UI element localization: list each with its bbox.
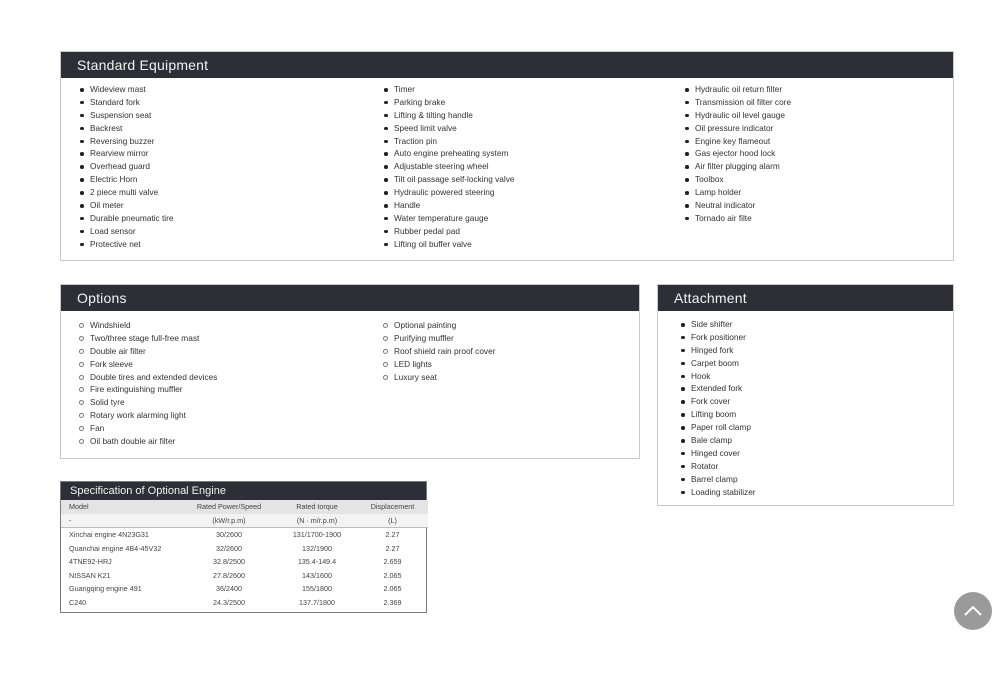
table-cell: 137.7/1800: [299, 597, 335, 607]
table-cell: 27.8/2600: [213, 570, 245, 580]
list-item: Purifying muffler: [381, 332, 495, 345]
table-cell: (L): [357, 514, 428, 528]
list-item: Neutral indicator: [682, 199, 791, 212]
table-cell: 132/1900: [302, 543, 332, 553]
list-item: Protective net: [77, 238, 173, 251]
standard-equipment-panel: [60, 51, 954, 261]
list-item: Side shifter: [678, 318, 756, 331]
table-cell: 30/2600: [216, 530, 242, 540]
list-item: Tornado air filte: [682, 212, 791, 225]
table-cell: 135.4-149.4: [297, 557, 337, 567]
table-row: [61, 582, 428, 596]
table-row: [61, 514, 428, 528]
table-cell: -: [61, 514, 181, 528]
options-list-2: [381, 319, 495, 383]
standard-equipment-list-3: [682, 83, 791, 225]
list-item: LED lights: [381, 358, 495, 371]
list-item: Rubber pedal pad: [381, 225, 515, 238]
list-item: Oil pressure indicator: [682, 122, 791, 135]
list-item: Extended fork: [678, 382, 756, 395]
list-item: Optional painting: [381, 319, 495, 332]
scroll-to-top-button[interactable]: [954, 592, 992, 630]
table-cell: Quanchai engine 4B4-45V32: [69, 543, 162, 553]
table-cell: 2.659: [383, 557, 402, 567]
list-item: Wideview mast: [77, 83, 173, 96]
chevron-up-icon: [963, 602, 983, 620]
list-item: Durable pneumatic tire: [77, 212, 173, 225]
list-item: Water temperature gauge: [381, 212, 515, 225]
list-item: Suspension seat: [77, 109, 173, 122]
list-item: Hinged cover: [678, 447, 756, 460]
table-cell: Rated torque: [277, 500, 357, 514]
list-item: Handle: [381, 199, 515, 212]
list-item: Barrel clamp: [678, 473, 756, 486]
table-cell: 36/2400: [216, 584, 242, 594]
list-item: Windshield: [77, 319, 217, 332]
list-item: Roof shield rain proof cover: [381, 345, 495, 358]
table-cell: NISSAN K21: [69, 570, 111, 580]
table-cell: (kW/r.p.m): [181, 514, 277, 528]
list-item: Engine key flameout: [682, 135, 791, 148]
list-item: Rearview mirror: [77, 147, 173, 160]
list-item: Timer: [381, 83, 515, 96]
table-row: [61, 542, 428, 556]
list-item: Traction pin: [381, 135, 515, 148]
table-cell: (N · m/r.p.m): [277, 514, 357, 528]
list-item: Bale clamp: [678, 434, 756, 447]
engine-spec-grid: [61, 500, 428, 609]
list-item: Lifting & tilting handle: [381, 109, 515, 122]
standard-equipment-title: Standard Equipment: [61, 52, 953, 78]
list-item: Fork sleeve: [77, 358, 217, 371]
list-item: Paper roll clamp: [678, 421, 756, 434]
options-title: Options: [61, 285, 639, 311]
list-item: 2 piece multi valve: [77, 186, 173, 199]
list-item: Auto engine preheating system: [381, 147, 515, 160]
list-item: Two/three stage full-free mast: [77, 332, 217, 345]
list-item: Adjustable steering wheel: [381, 160, 515, 173]
list-item: Solid tyre: [77, 396, 217, 409]
engine-spec-title: Specification of Optional Engine: [61, 482, 426, 500]
table-cell: Xinchai engine 4N23G31: [69, 530, 149, 540]
table-cell: 131/1700-1900: [292, 530, 342, 540]
table-cell: Model: [61, 500, 181, 514]
table-cell: 2.369: [383, 597, 402, 607]
list-item: Gas ejector hood lock: [682, 147, 791, 160]
list-item: Reversing buzzer: [77, 135, 173, 148]
list-item: Carpet boom: [678, 357, 756, 370]
list-item: Hinged fork: [678, 344, 756, 357]
table-cell: 2.065: [383, 570, 402, 580]
list-item: Lifting boom: [678, 408, 756, 421]
standard-equipment-list-2: [381, 83, 515, 251]
list-item: Load sensor: [77, 225, 173, 238]
list-item: Speed limit valve: [381, 122, 515, 135]
table-cell: 32/2600: [216, 543, 242, 553]
list-item: Transmission oil filter core: [682, 96, 791, 109]
list-item: Parking brake: [381, 96, 515, 109]
list-item: Standard fork: [77, 96, 173, 109]
table-cell: 143/1600: [302, 570, 332, 580]
table-cell: 2.27: [385, 543, 400, 553]
list-item: Electric Horn: [77, 173, 173, 186]
table-cell: Rated Power/Speed: [181, 500, 277, 514]
table-row: [61, 528, 428, 542]
list-item: Toolbox: [682, 173, 791, 186]
list-item: Hydraulic oil level gauge: [682, 109, 791, 122]
list-item: Tilt oil passage self-locking valve: [381, 173, 515, 186]
list-item: Loading stabilizer: [678, 486, 756, 499]
attachment-list: [678, 318, 756, 498]
attachment-panel: [657, 284, 954, 506]
options-list-1: [77, 319, 217, 448]
list-item: Oil bath double air filter: [77, 435, 217, 448]
list-item: Hydraulic powered steering: [381, 186, 515, 199]
table-cell: C240: [69, 597, 87, 607]
table-cell: Displacement: [357, 500, 428, 514]
list-item: Rotator: [678, 460, 756, 473]
list-item: Oil meter: [77, 199, 173, 212]
table-row: [61, 569, 428, 583]
standard-equipment-list-1: [77, 83, 173, 251]
table-cell: 155/1800: [302, 584, 332, 594]
attachment-title: Attachment: [658, 285, 953, 311]
table-cell: 4TNE92-HRJ: [69, 557, 112, 567]
list-item: Fork cover: [678, 395, 756, 408]
list-item: Lifting oil buffer valve: [381, 238, 515, 251]
table-row: [61, 555, 428, 569]
list-item: Hook: [678, 370, 756, 383]
list-item: Lamp holder: [682, 186, 791, 199]
list-item: Fork positioner: [678, 331, 756, 344]
list-item: Air filter plugging alarm: [682, 160, 791, 173]
engine-spec-table: [60, 481, 427, 613]
table-cell: 24.3/2500: [213, 597, 245, 607]
table-cell: Guangqing engine 491: [69, 584, 142, 594]
list-item: Fan: [77, 422, 217, 435]
list-item: Overhead guard: [77, 160, 173, 173]
options-panel: [60, 284, 640, 459]
list-item: Double air filter: [77, 345, 217, 358]
table-row: [61, 596, 428, 610]
table-row: [61, 500, 428, 514]
list-item: Double tires and extended devices: [77, 371, 217, 384]
list-item: Rotary work alarming light: [77, 409, 217, 422]
list-item: Fire extinguishing muffler: [77, 383, 217, 396]
list-item: Hydraulic oil return filter: [682, 83, 791, 96]
table-cell: 2.065: [383, 584, 402, 594]
table-cell: 2.27: [385, 530, 400, 540]
table-cell: 32.8/2500: [213, 557, 245, 567]
list-item: Backrest: [77, 122, 173, 135]
list-item: Luxury seat: [381, 371, 495, 384]
